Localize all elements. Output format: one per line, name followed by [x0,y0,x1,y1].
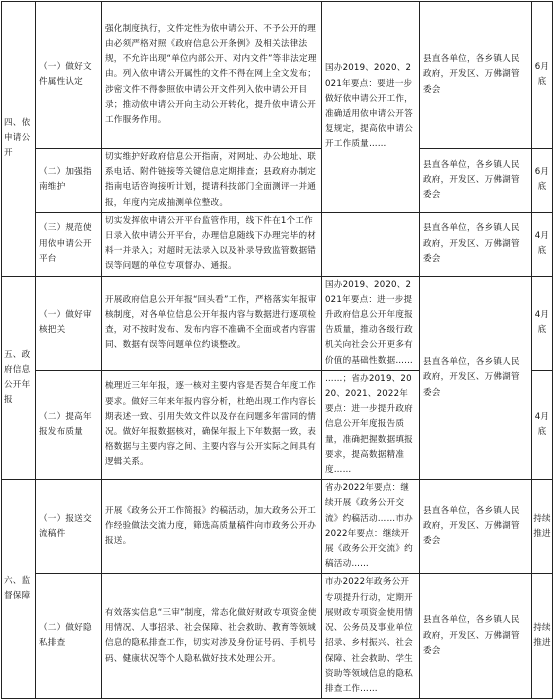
section-title: 四、依申请公开 [2,2,36,277]
item-name: （三）规范使用依申请公开平台 [36,212,102,276]
item-deadline: 持续推进 [532,480,553,574]
table-row [2,480,553,574]
item-deadline: 6月底 [532,149,553,213]
item-content: 切实维护好政府信息公开指南，对网址、办公地址、联系电话、附件链接等关键信息定期排查；县政府办制定指南电话咨询接听计划，提请科技部门全面测评一并通报，年度内完成抽测单位整改。 [102,149,322,213]
item-content: 开展政府信息公开年报“回头看”工作，严格落实年报审核制度，对各单位信息公开年报内容与数据进行逐项检查，对不按时发布、发布内容不准确不全面或者内容雷同、数据有误等问题单位约谈整改。 [102,276,322,370]
item-dept: 县直各单位，各乡镇人民政府，开发区、万佛湖管委会 [420,574,532,699]
item-content: 开展《政务公开工作简报》约稿活动，加大政务公开工作经验做法交流力度，筛选高质量稿件向市政务公开办报送。 [102,480,322,574]
item-basis: 国办2019、2020、2021年要点：进一步提升政府信息公开年度报告质量，推动各级行政机关向社会公开更多有价值的基础性数据…… [322,276,420,370]
item-content: 有效落实信息“三审”制度，常态化做好财政专项资金使用情况、人事招录、社会保障、社会救助、教育等领域信息的隐私排查工作，切实对涉及身份证号码、手机号码、健康状况等个人隐私做好技术处理公开。 [102,574,322,699]
section-title: 五、政府信息公开年报 [2,276,36,480]
table-row [2,149,553,213]
table-row [2,574,553,699]
item-deadline: 4月底 [532,212,553,276]
item-dept: 县直各单位，各乡镇人民政府，开发区、万佛湖管委会 [420,276,532,480]
item-basis: 省办2022年要点：继续开展《政务公开交流》约稿活动……市办2022年要点：继续开展《政务公开交流》约稿活动…… [322,480,420,574]
item-content: 梳理近三年年报，逐一核对主要内容是否契合年度工作要求。做好三年来年报内容分析，杜绝出现工作内容长期表述一致、引用失效文件以及存在问题多年雷同的情况。做好年报数据核对，确保年报上下年数据一致，表格数据与主要内容之间、主要内容与公开实际之间具有逻辑关系。 [102,370,322,479]
table-row [2,276,553,370]
item-basis: ……；省办2019、2020、2021、2022年要点：进一步提升政府信息公开年度报告质量，准确把握数据填报要求，提高数据精准度…… [322,370,420,479]
item-name: （二）加强指南维护 [36,149,102,213]
item-name: （二）做好隐私排查 [36,574,102,699]
item-dept: 县直各单位，各乡镇人民政府，开发区、万佛湖管委会 [420,212,532,276]
item-deadline: 4月底 [532,370,553,479]
item-dept: 县直各单位，各乡镇人民政府，开发区、万佛湖管委会 [420,149,532,213]
work-plan-table [1,1,553,699]
item-basis [322,212,420,276]
item-basis: 市办2022年政务公开专项提升行动，定期开展财政专项资金使用情况、公务员及事业单位招录、乡村振兴、社会保障、社会救助、学生资助等领域信息的隐私排查工作…… [322,574,420,699]
item-name: （一）做好审核把关 [36,276,102,370]
item-name: （一）报送交流稿件 [36,480,102,574]
table-row [2,212,553,276]
item-dept: 县直各单位，各乡镇人民政府，开发区、万佛湖管委会 [420,480,532,574]
item-deadline: 6月底 [532,2,553,149]
item-name: （一）做好文件属性认定 [36,2,102,149]
item-deadline: 持续推进 [532,574,553,699]
section-title: 六、监督保障 [2,480,36,699]
item-deadline: 4月底 [532,276,553,370]
item-name: （二）提高年报发布质量 [36,370,102,479]
table-row [2,2,553,149]
item-content: 强化制度执行，文件定性为依申请公开、不予公开的理由必须严格对照《政府信息公开条例》及相关法律法规，不允许出现“单位内部公开、对内文件”等非法定理由。列入依申请公开属性的文件不得在网上全文发布；涉密文件不得参照依申请公开文件列入依申请公开目录；推动依申请公开向主动公开转化，提升依申请公开工作服务作用。 [102,2,322,149]
item-dept: 县直各单位，各乡镇人民政府，开发区、万佛湖管委会 [420,2,532,149]
item-content: 切实发挥依申请公开平台监管作用，线下件在1个工作日录入依申请公开平台，办理信息随线下办理完毕的材料一并录入；对超时无法录入以及补录导致监管数据错误等问题的单位专项督办、通报。 [102,212,322,276]
item-basis: 国办2019、2020、2021年要点：要进一步做好依申请公开工作，准确适用依申请公开答复规定，提高依申请公开工作质量…… [322,2,420,213]
